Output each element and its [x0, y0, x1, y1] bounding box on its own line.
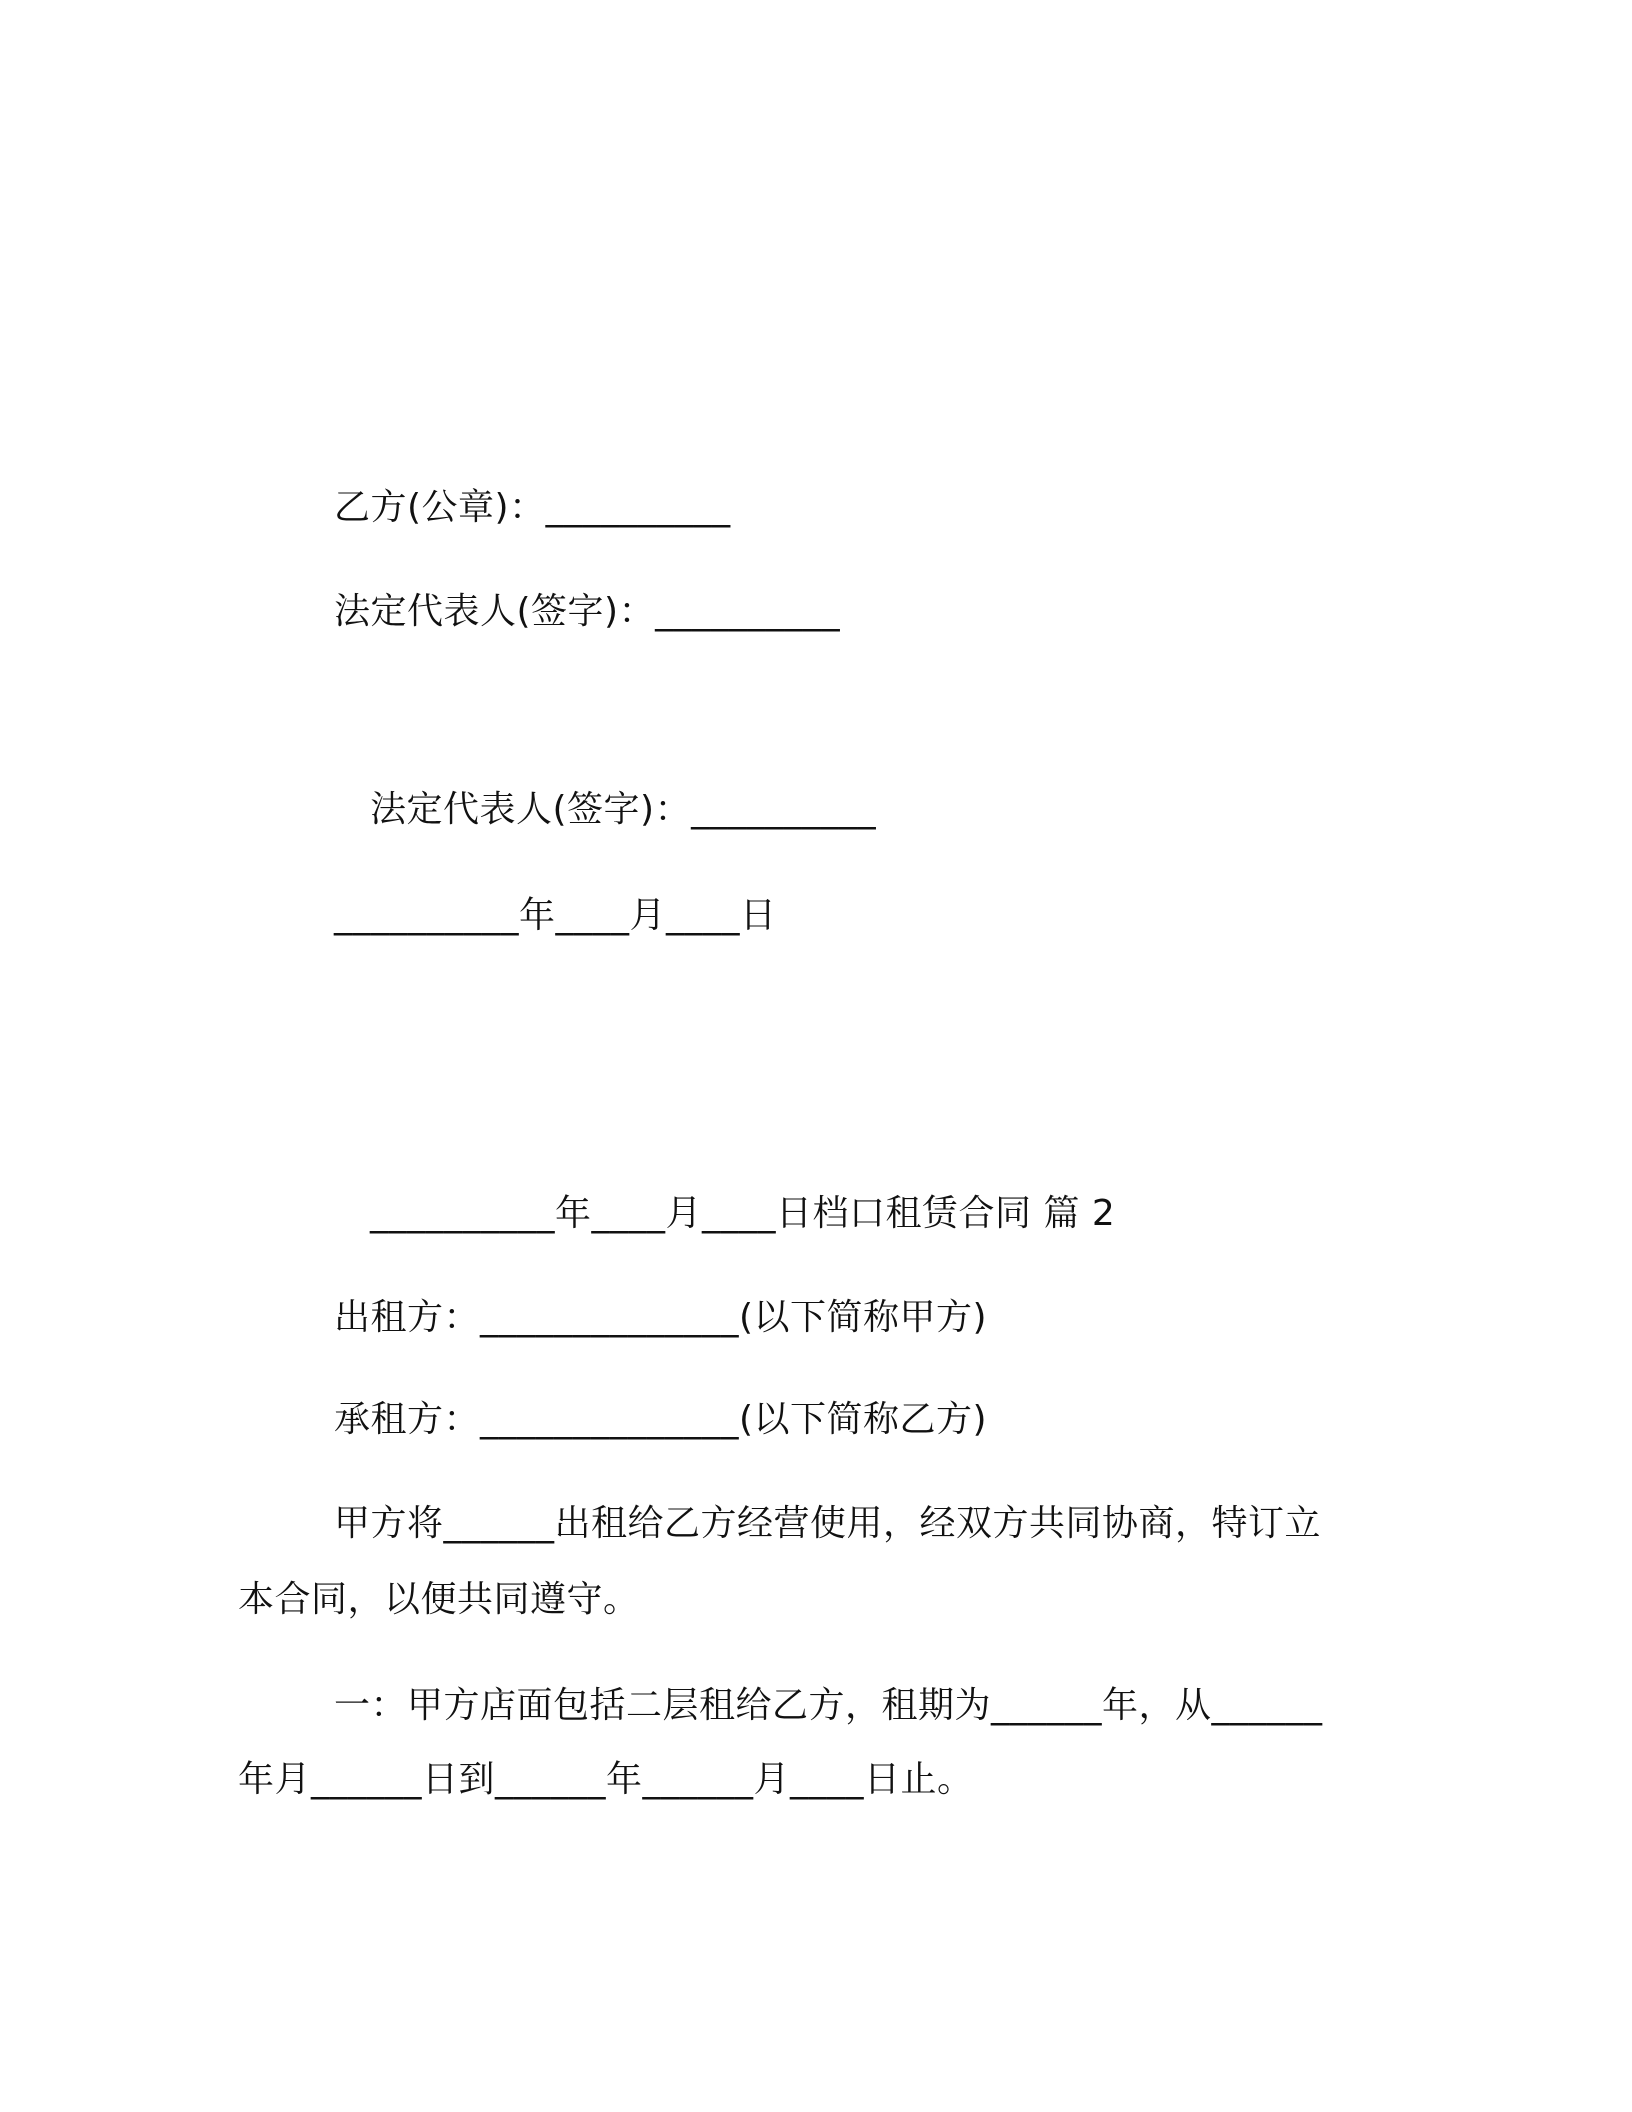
legal-representative-signature-line: 法定代表人(签字)：__________ [334, 591, 841, 632]
signature-date-line: __________年____月____日 [334, 895, 777, 936]
contract-title: __________年____月____日档口租赁合同 篇 2 [370, 1193, 1116, 1234]
lessor-line: 出租方：______________(以下简称甲方) [334, 1297, 988, 1338]
legal-representative-signature-line: 法定代表人(签字)：__________ [370, 789, 877, 830]
party-b-seal-line: 乙方(公章)：__________ [334, 487, 731, 528]
lessee-line: 承租方：______________(以下简称乙方) [334, 1399, 988, 1440]
intro-paragraph-line: 甲方将______出租给乙方经营使用，经双方共同协商，特订立 [334, 1503, 1322, 1544]
intro-paragraph-line: 本合同，以便共同遵守。 [238, 1579, 640, 1620]
clause-1-line: 一：甲方店面包括二层租给乙方，租期为______年，从______ [334, 1685, 1323, 1726]
clause-1-line: 年月______日到______年______月____日止。 [238, 1759, 974, 1800]
